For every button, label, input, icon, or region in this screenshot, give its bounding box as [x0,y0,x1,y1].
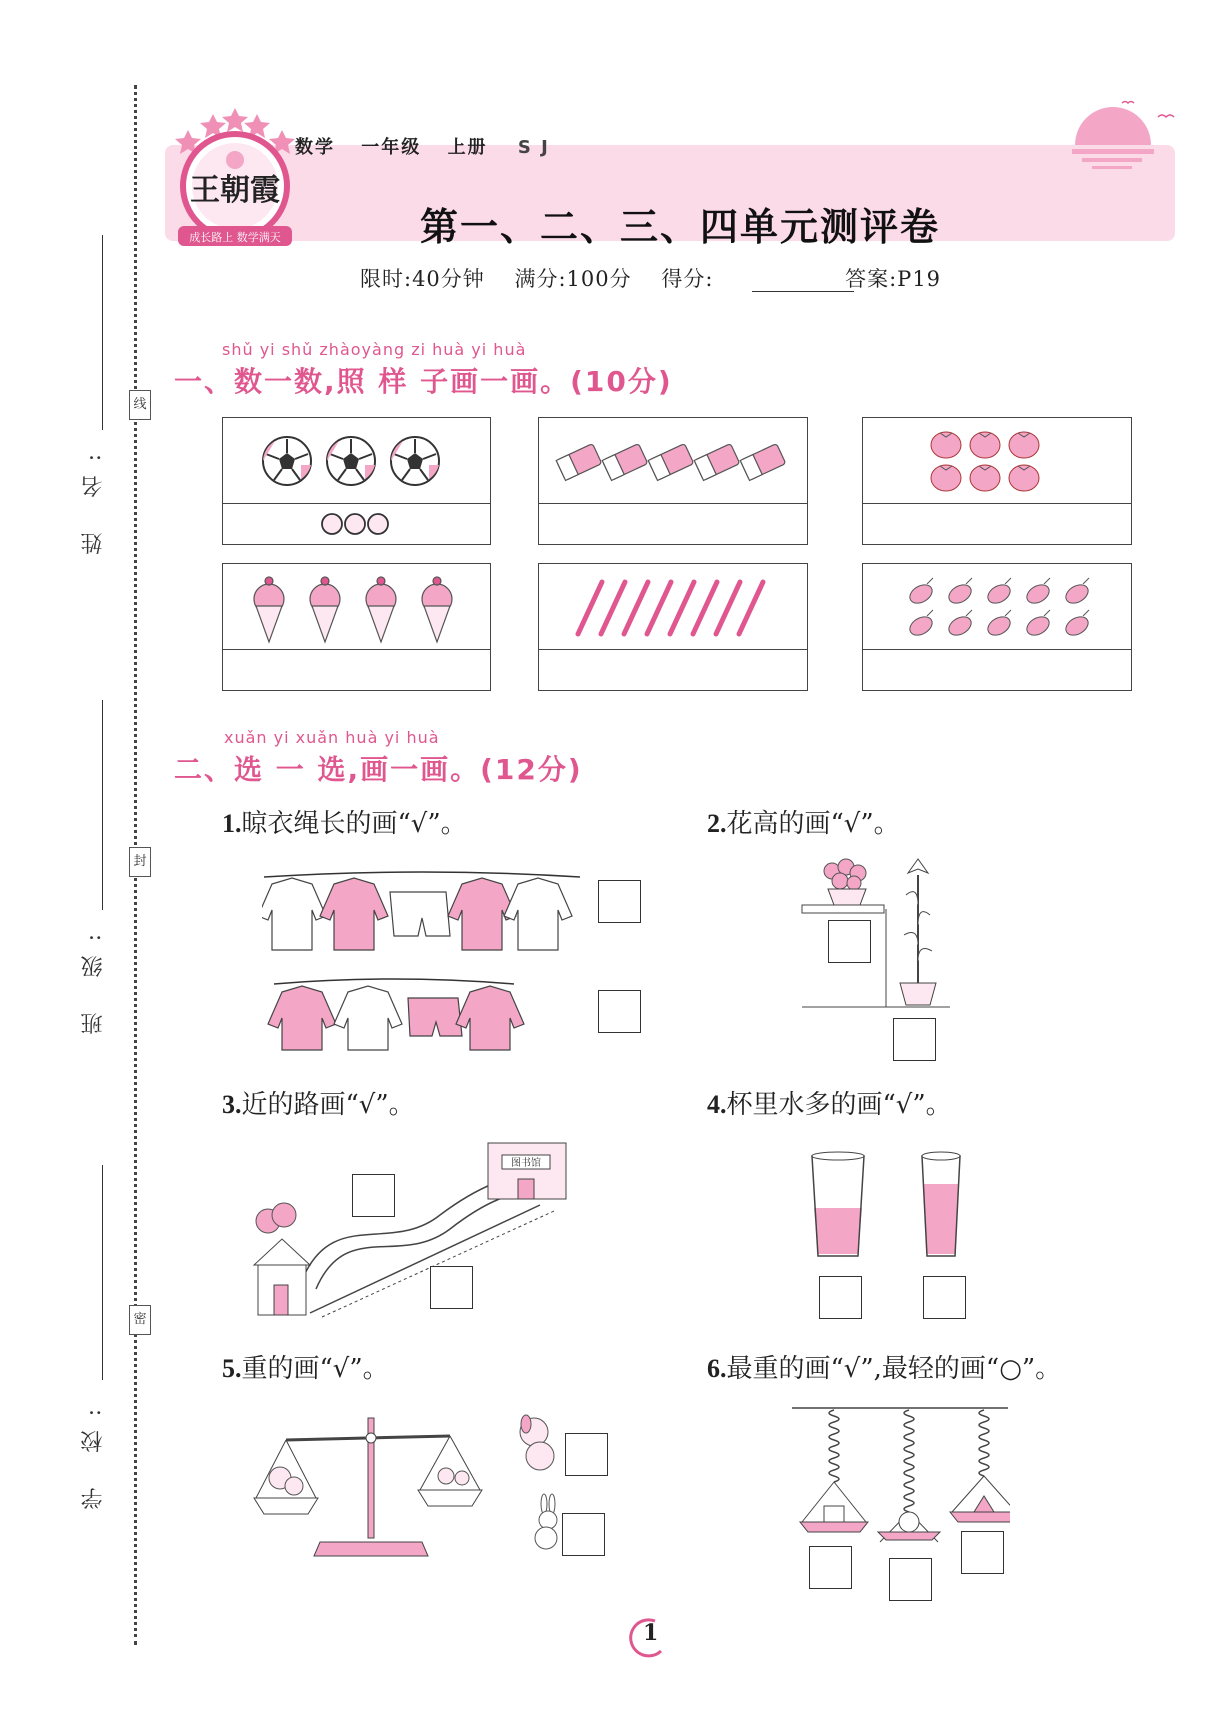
example-circles [322,514,388,534]
q2-answer-box-lily[interactable] [893,1018,936,1061]
count-card-tomato [862,417,1132,545]
answer-area[interactable] [244,654,470,688]
answer-ref: 答案:P19 [845,267,942,291]
eggplant-icon [1024,610,1053,639]
count-card-icecream [222,563,491,691]
name-line [102,235,103,430]
q4-answer-box-narrow-cup[interactable] [923,1276,966,1319]
pencil-icon [578,582,602,634]
tomato-icon [970,432,1000,458]
road-illustration [240,1135,590,1325]
count-card-pencil [538,563,808,691]
pencil-icon [624,582,648,634]
eraser-icon [602,444,648,481]
ice-cream-icon [254,577,284,642]
header-meta-line [295,133,550,159]
brand-name: 王朝霞 [190,173,280,208]
pencil-icon [601,582,625,634]
pencil-icon [716,582,740,634]
eggplant-icon [1024,578,1053,607]
ice-cream-icon [422,577,452,642]
eggplant-icon [946,578,975,607]
score-label: 得分: [661,267,714,291]
pencil-icon [739,582,763,634]
clothesline-illustration [262,862,582,1052]
puppy-icon [520,1415,554,1470]
soccer-ball-icon [327,437,375,485]
eraser-icon [694,444,740,481]
tomato-icon [931,465,961,491]
q1-answer-box-short-line[interactable] [598,990,641,1033]
sunset-decoration [1060,95,1180,195]
school-label: 学 校: [81,1395,106,1510]
q6-answer-box-cone[interactable] [961,1531,1004,1574]
section1-title: 一、数一数,照 样 子画一画。(10分) [174,365,673,398]
cup-wide-icon [812,1152,864,1256]
q3-answer-box-curved-road[interactable] [352,1174,395,1217]
cut-mark-feng: 封 [129,847,151,877]
time-limit: 限时:40分钟 [360,267,485,291]
cut-mark-mi: 密 [129,1305,151,1335]
exam-meta [360,263,941,293]
ice-cream-icon [310,577,340,642]
page-number: 1 [643,1620,659,1646]
eggplant-icon [1063,610,1092,639]
eggplant-icon [985,610,1014,639]
q5-answer-box-puppy[interactable] [565,1433,608,1476]
grade: 一年级 [361,137,422,158]
eggplant-icon [946,610,975,639]
eraser-icon [648,444,694,481]
brand-slogan: 成长路上 数学满天 [189,231,281,244]
ice-cream-icon [366,577,396,642]
q2-answer-box-potted[interactable] [828,920,871,963]
count-card-eggplant [862,563,1132,691]
page-title: 第一、二、三、四单元测评卷 [420,205,941,249]
question-6: 6.最重的画“√”,最轻的画“○”。 [707,1354,1062,1384]
cup-narrow-icon [922,1152,960,1256]
name-label: 姓 名: [81,440,106,555]
school-line [102,1165,103,1380]
flowers-illustration [800,855,950,1015]
cut-mark-xian: 线 [129,390,151,420]
subject: 数学 [295,137,335,158]
question-3: 3.近的路画“√”。 [222,1090,415,1120]
spring-scales-illustration [790,1404,1010,1544]
volume: 上册 [447,137,488,158]
tomato-icon [1009,432,1039,458]
class-label: 班 级: [81,920,106,1035]
eggplant-icon [985,578,1014,607]
class-line [102,700,103,910]
pencil-icon [693,582,717,634]
q6-answer-box-ball[interactable] [889,1558,932,1601]
section2-pinyin: xuǎn yi xuǎn huà yi huà [224,728,440,747]
rabbit-icon [535,1494,557,1549]
answer-area[interactable] [560,654,786,688]
library-sign: 图书馆 [511,1158,541,1169]
answer-area[interactable] [884,654,1110,688]
q6-answer-box-cube[interactable] [809,1546,852,1589]
balance-illustration [250,1410,610,1560]
score-blank[interactable] [752,291,854,292]
answer-area[interactable] [560,508,786,542]
eraser-icon [740,444,786,481]
question-5: 5.重的画“√”。 [222,1354,389,1384]
question-2: 2.花高的画“√”。 [707,809,900,839]
question-1: 1.晾衣绳长的画“√”。 [222,809,467,839]
tomato-icon [1009,465,1039,491]
eraser-icon [556,444,602,481]
brand-logo [168,108,302,248]
count-card-soccer [222,417,491,545]
q5-answer-box-rabbit[interactable] [562,1513,605,1556]
soccer-ball-icon [263,437,311,485]
count-card-eraser [538,417,808,545]
pencil-icon [670,582,694,634]
cups-illustration [810,1150,980,1260]
section1-pinyin: shǔ yi shǔ zhàoyàng zi huà yi huà [222,340,527,359]
section2-title: 二、选 一 选,画一画。(12分) [174,753,583,786]
pencil-icon [647,582,671,634]
question-4: 4.杯里水多的画“√”。 [707,1090,952,1120]
eggplant-icon [907,610,936,639]
q3-answer-box-straight-road[interactable] [430,1266,473,1309]
answer-area[interactable] [884,508,1110,542]
edition: S J [517,137,550,158]
tomato-icon [931,432,961,458]
eggplant-icon [907,578,936,607]
eggplant-icon [1063,578,1092,607]
full-score: 满分:100分 [514,267,632,291]
q4-answer-box-wide-cup[interactable] [819,1276,862,1319]
tomato-icon [970,465,1000,491]
soccer-ball-icon [391,437,439,485]
q1-answer-box-long-line[interactable] [598,880,641,923]
